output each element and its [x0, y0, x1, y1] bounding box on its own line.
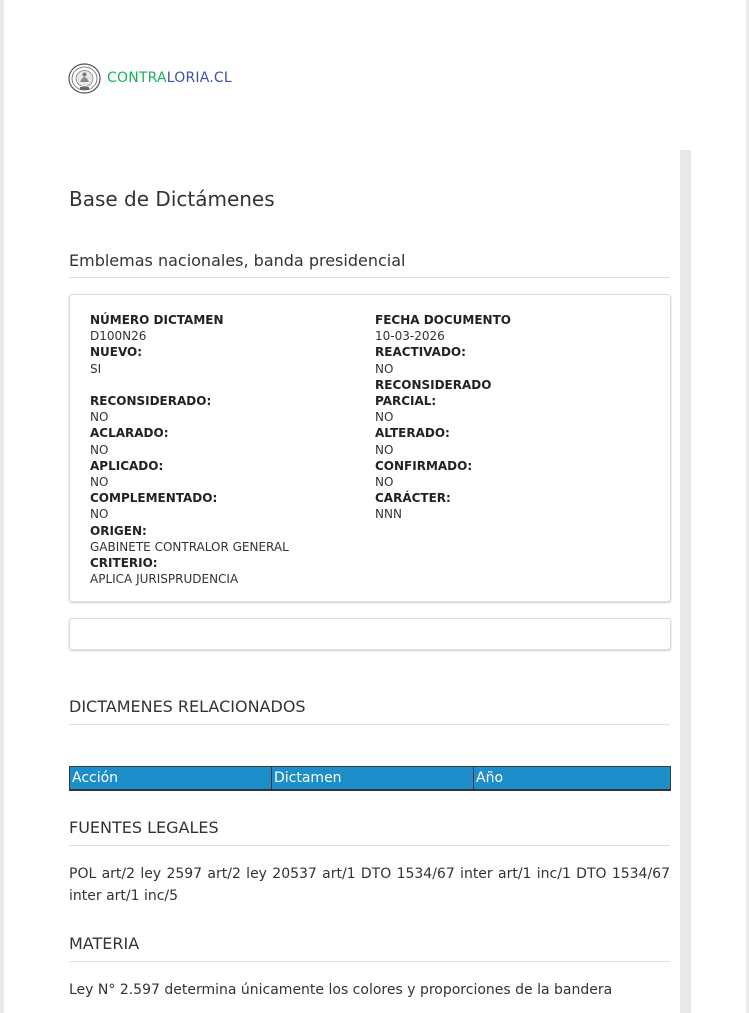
- brand-name-part2: LORIA.CL: [166, 70, 232, 86]
- field-value: NO: [375, 475, 394, 490]
- field-label: RECONSIDERADO:: [90, 394, 212, 408]
- field-value: NNN: [375, 507, 402, 522]
- field-label: ORIGEN:: [90, 523, 147, 538]
- field-label: FECHA DOCUMENTO: [375, 313, 511, 327]
- site-logo[interactable]: [68, 62, 232, 94]
- column-header-dictamen[interactable]: Dictamen: [272, 767, 474, 791]
- field-label: ACLARADO:: [90, 426, 169, 441]
- details-right-column: [375, 312, 511, 523]
- contraloria-seal-icon: [68, 63, 101, 94]
- field-label: COMPLEMENTADO:: [90, 491, 218, 506]
- materia-heading: MATERIA: [69, 934, 670, 962]
- table-header-row: [70, 767, 671, 791]
- fuentes-heading: FUENTES LEGALES: [69, 818, 670, 846]
- field-label: REACTIVADO:: [375, 345, 466, 360]
- field-label: APLICADO:: [90, 458, 164, 473]
- fuentes-text: POL art/2 ley 2597 art/2 ley 20537 art/1 DTO 1534/67 inter art/1 inc/1 DTO 1534/67 inter art/1 inc/5: [69, 866, 670, 904]
- field-label: RECONSIDERADO: [375, 377, 492, 392]
- field-label: CARÁCTER:: [375, 491, 451, 506]
- field-label: ALTERADO:: [375, 426, 450, 441]
- field-label: CONFIRMADO:: [375, 458, 473, 473]
- field-value: NO: [375, 361, 394, 376]
- scrollbar-track[interactable]: [680, 150, 691, 1013]
- brand-name-part1: CONTRA: [107, 70, 167, 86]
- empty-panel: [69, 618, 671, 650]
- page-title: Base de Dictámenes: [69, 187, 275, 211]
- field-label: PARCIAL:: [375, 394, 437, 409]
- field-value: 10-03-2026: [375, 329, 445, 344]
- field-value: NO: [90, 475, 109, 490]
- materia-text: Ley N° 2.597 determina únicamente los colores y proporciones de la bandera: [69, 982, 613, 998]
- details-left-column: [90, 312, 289, 587]
- field-label: CRITERIO:: [90, 556, 158, 571]
- field-value: NO: [375, 410, 394, 425]
- field-value: NO: [90, 507, 109, 522]
- field-label: NÚMERO DICTAMEN: [90, 313, 224, 327]
- field-value: APLICA JURISPRUDENCIA: [90, 572, 239, 587]
- column-header-ano[interactable]: Año: [474, 767, 671, 791]
- related-table: [69, 766, 671, 791]
- field-value: NO: [90, 410, 109, 425]
- field-value: D100N26: [90, 329, 147, 344]
- field-label: NUEVO:: [90, 345, 143, 360]
- brand-name: [107, 70, 232, 86]
- field-value: SI: [90, 361, 102, 376]
- document-title: Emblemas nacionales, banda presidencial: [69, 251, 670, 278]
- field-value: GABINETE CONTRALOR GENERAL: [90, 539, 289, 554]
- column-header-accion[interactable]: Acción: [70, 767, 272, 791]
- window-left-edge: [0, 0, 4, 1013]
- dictamen-details-card: [69, 294, 671, 602]
- related-heading: DICTAMENES RELACIONADOS: [69, 697, 670, 725]
- field-value: NO: [375, 442, 394, 457]
- field-value: NO: [90, 442, 109, 457]
